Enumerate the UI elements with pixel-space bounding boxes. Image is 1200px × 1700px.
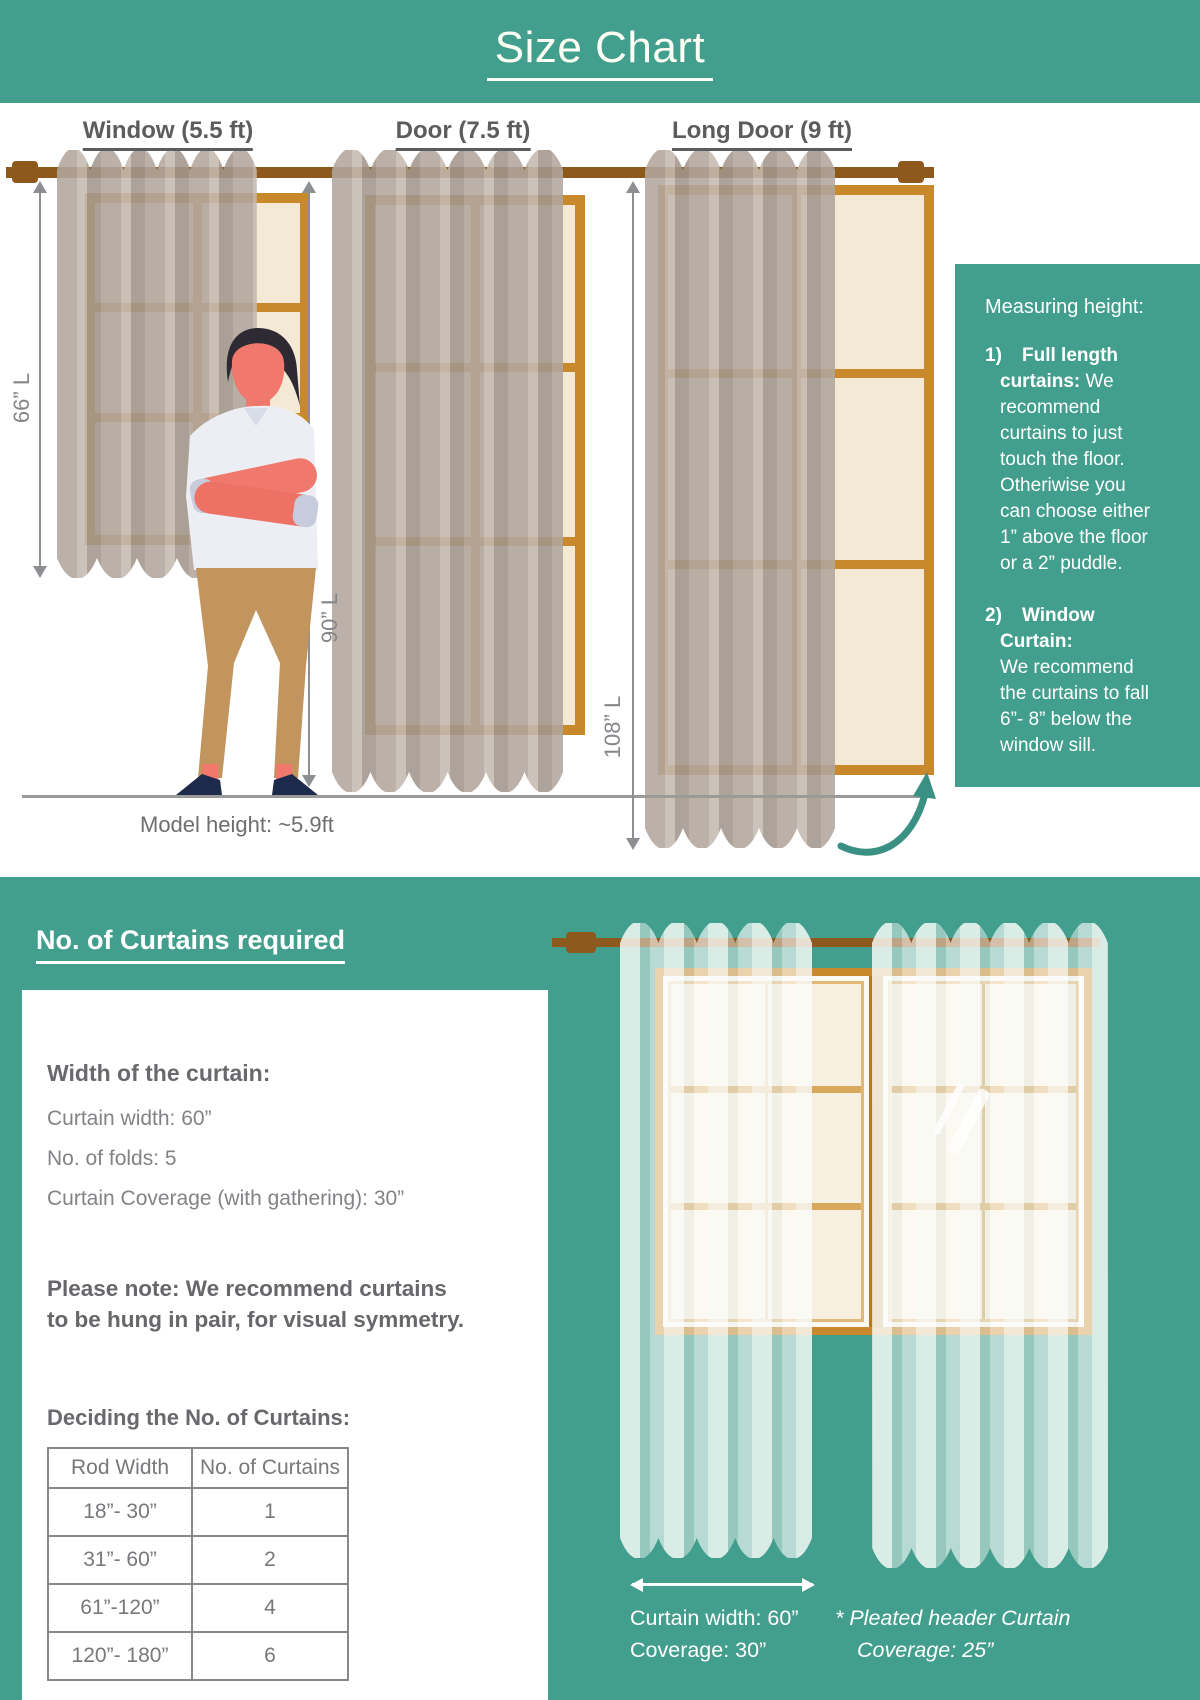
sheer-curtain-right-illustration (872, 923, 1108, 1568)
header-banner (0, 0, 1200, 103)
floor-line (22, 795, 934, 798)
rod-width-table (47, 1447, 349, 1681)
col-header-no-curtains: No. of Curtains (192, 1448, 348, 1488)
label-door-size: Door (7.5 ft) (396, 117, 531, 151)
width-arrow (632, 1583, 813, 1586)
length-label-108: 108” L (600, 695, 625, 759)
measure-arrow-108 (632, 183, 634, 848)
curtain-width-caption: Curtain width: 60” Coverage: 30” (630, 1606, 799, 1662)
table-header-row (48, 1448, 348, 1488)
table-row: 61”-120” 4 (48, 1584, 348, 1632)
curtains-required-heading: No. of Curtains required (36, 925, 345, 964)
label-window-size: Window (5.5 ft) (83, 117, 253, 151)
curtain-width-line: Curtain width: 60” (47, 1107, 212, 1130)
length-label-66: 66” L (9, 372, 34, 424)
table-row: 18”- 30” 1 (48, 1488, 348, 1536)
door-curtain-illustration (332, 150, 563, 792)
full-length-note: 1) Full length curtains: We recommend curtains to just touch the floor. Otheriwise you can choose either 1” above the floor or a 2” puddle. (985, 345, 1150, 574)
col-header-rod-width: Rod Width (48, 1448, 192, 1488)
list-number: 2) (985, 605, 1002, 626)
info-card (22, 990, 548, 1700)
length-label-90: 90” L (317, 592, 342, 644)
page-title: Size Chart (487, 23, 713, 81)
rod-finial-right (898, 161, 924, 183)
coverage-line: Curtain Coverage (with gathering): 30” (47, 1187, 405, 1210)
model-pants (196, 568, 316, 778)
long-door-curtain-illustration (645, 150, 835, 848)
width-heading: Width of the curtain: (47, 1060, 271, 1086)
model-illustration (170, 318, 325, 798)
table-row: 120”- 180” 6 (48, 1632, 348, 1680)
model-height-caption: Model height: ~5.9ft (140, 812, 334, 837)
pleated-note-caption: * Pleated header Curtain Coverage: 25” (835, 1606, 1071, 1662)
list-number: 1) (985, 345, 1002, 366)
table-heading: Deciding the No. of Curtains: (47, 1405, 351, 1430)
measure-arrow-66 (39, 183, 41, 576)
paired-rod-finial (566, 932, 596, 953)
label-long-door-size: Long Door (9 ft) (672, 117, 852, 151)
window-curtain-note: 2) Window Curtain: We recommend the curtains to fall 6”- 8” below the window sill. (985, 605, 1149, 756)
sheer-curtain-left-illustration (620, 923, 812, 1558)
measuring-height-panel (955, 264, 1200, 787)
panel-heading: Measuring height: (985, 296, 1144, 318)
rod-finial-left (12, 161, 38, 183)
folds-line: No. of folds: 5 (47, 1147, 177, 1170)
table-row: 31”- 60” 2 (48, 1536, 348, 1584)
model-face (232, 343, 284, 404)
pair-note: Please note: We recommend curtains to be hung in pair, for visual symmetry. (47, 1276, 465, 1332)
curved-arrow-icon (833, 768, 948, 860)
